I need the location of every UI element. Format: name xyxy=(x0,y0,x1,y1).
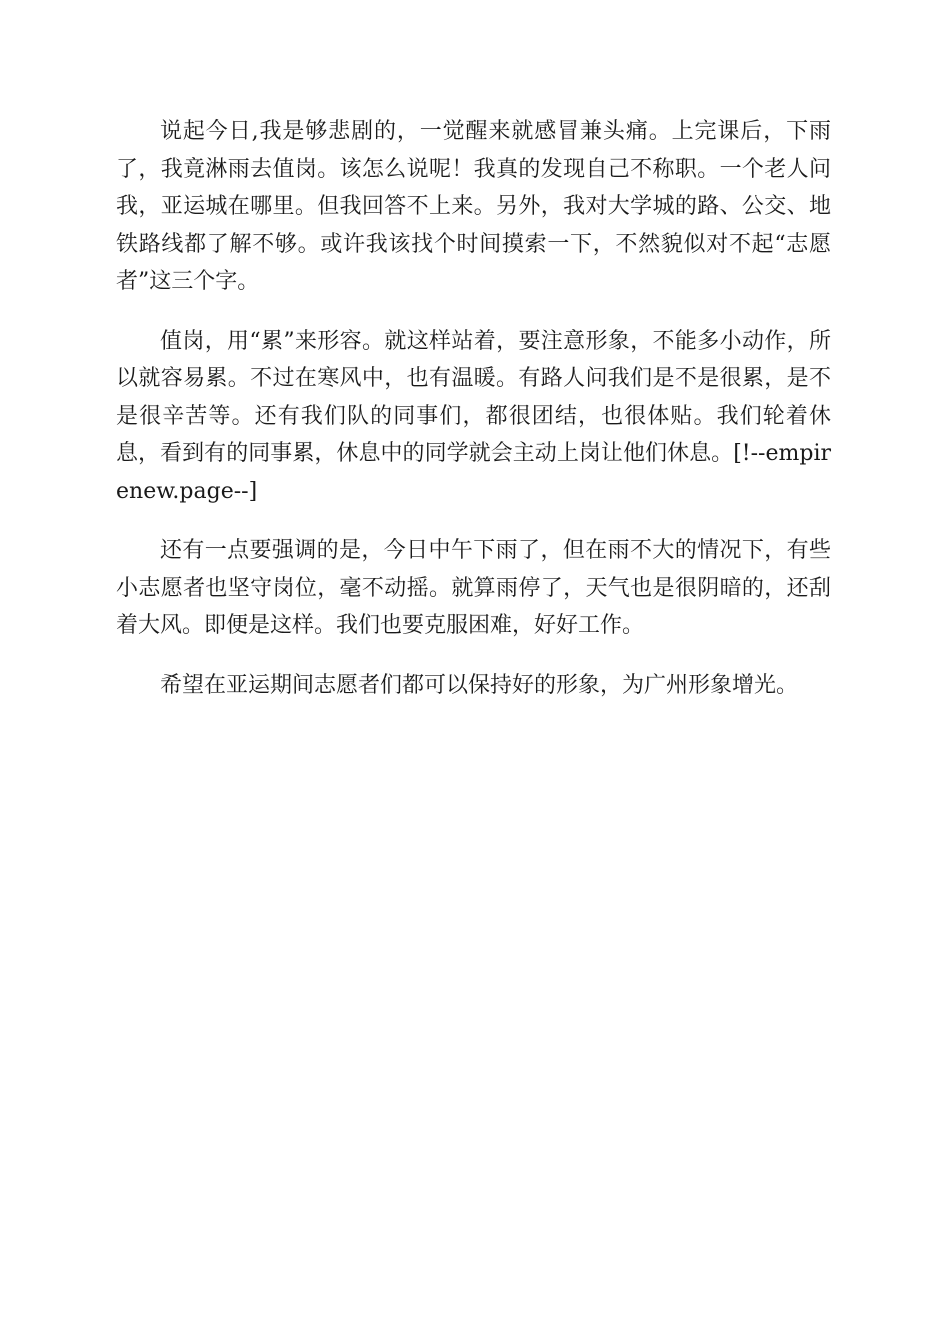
paragraph-1: 说起今日,我是够悲剧的，一觉醒来就感冒兼头痛。上完课后，下雨了，我竟淋雨去值岗。该怎么说呢！我真的发现自己不称职。一个老人问我，亚运城在哪里。但我回答不上来。另外，我对大学城的路、公交、地铁路线都了解不够。或许我该找个时间摸索一下，不然貌似对不起“志愿者”这三个字。 xyxy=(116,119,831,294)
paragraph-3: 还有一点要强调的是，今日中午下雨了，但在雨不大的情况下，有些小志愿者也坚守岗位，毫不动摇。就算雨停了，天气也是很阴暗的，还刮着大风。即便是这样。我们也要克服困难，好好工作。 xyxy=(116,538,831,638)
document-body xyxy=(116,113,831,726)
paragraph-2: 值岗，用“累”来形容。就这样站着，要注意形象，不能多小动作，所以就容易累。不过在寒风中，也有温暖。有路人问我们是不是很累，是不是很辛苦等。还有我们队的同事们，都很团结，也很体贴。我们轮着休息，看到有的同事累，休息中的同学就会主动上岗让他们休息。[!--empirenew.page--] xyxy=(116,328,831,504)
paragraph-4: 希望在亚运期间志愿者们都可以保持好的形象，为广州形象增光。 xyxy=(160,672,799,698)
